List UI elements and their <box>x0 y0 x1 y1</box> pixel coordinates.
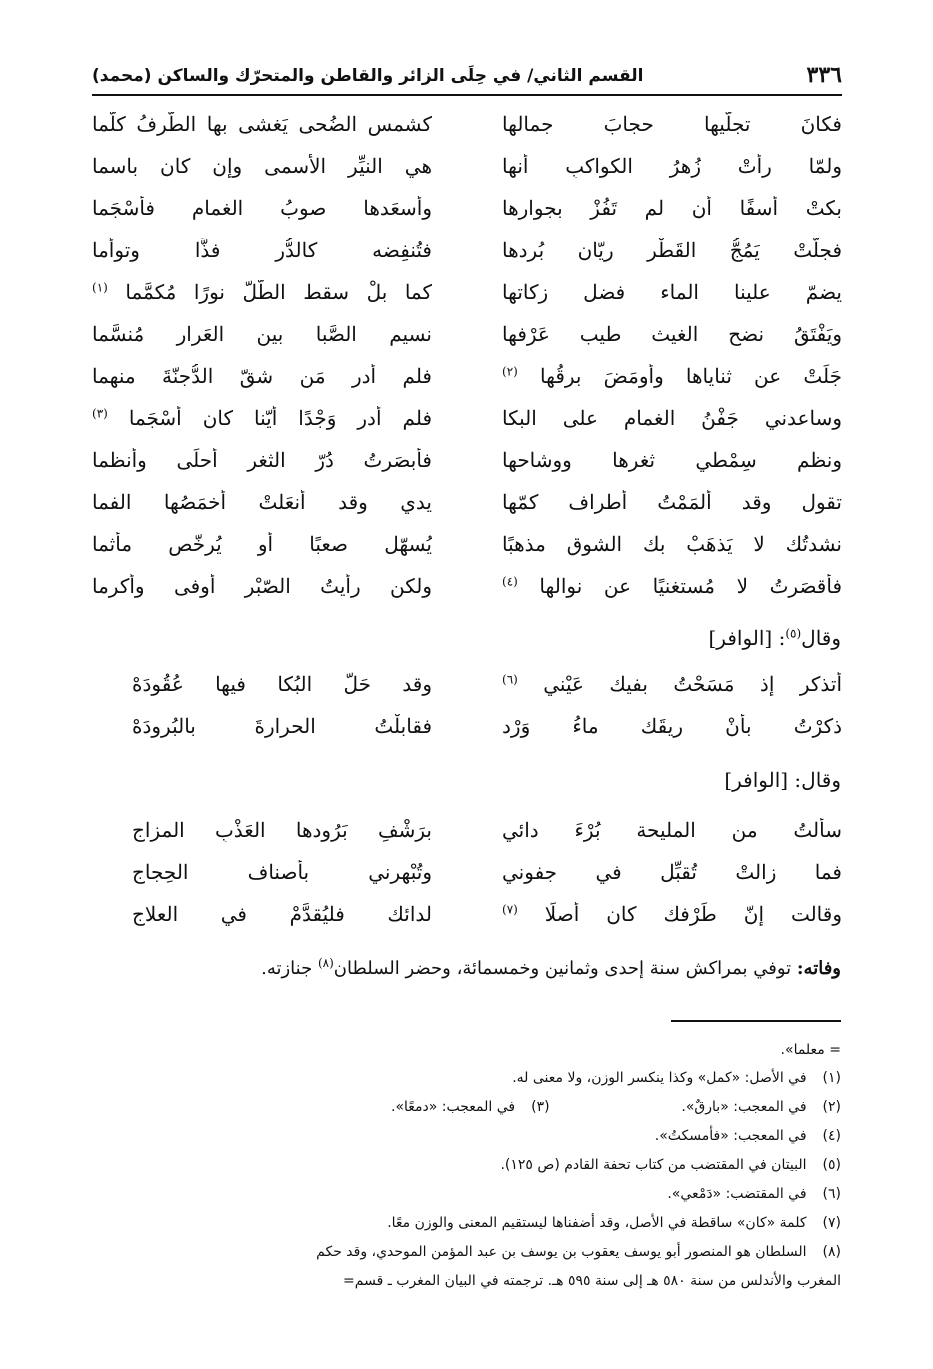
footnote-text: كلمة «كان» ساقطة في الأصل، وقد أضفناها ليستقيم المعنى والوزن معًا. <box>387 1215 807 1231</box>
footnote-ref[interactable]: (٣) <box>92 406 108 421</box>
second-hemistich: وأسعَدها صوبُ الغمام فأسْجَما <box>92 196 432 220</box>
hemistich-text: أتذكر إذ مَسَحْتُ بفيك عَيْني <box>543 672 842 696</box>
footnote-8 <box>91 1244 841 1260</box>
footnote-text: البيتان في المقتضب من كتاب تحفة القادم (ص ١٢٥). <box>500 1157 807 1173</box>
verse-row <box>92 714 842 754</box>
footnote-ref[interactable]: (٥) <box>785 626 802 641</box>
poem-intro <box>724 768 841 792</box>
page-header <box>92 58 842 96</box>
first-hemistich: ولمّا رأتْ زُهرُ الكواكبِ أنها <box>502 154 842 178</box>
first-hemistich <box>502 672 842 696</box>
death-paragraph <box>91 956 841 979</box>
second-hemistich: فأبصَرتُ دُرّ الثغر أحلَى وأنظما <box>92 448 432 472</box>
first-hemistich: فجلّتْ يَمُجُّ القَطْر ريّان بُردها <box>502 238 842 262</box>
verse-row <box>92 574 842 614</box>
footnote-text: في المعجب: «بارقٌ». <box>681 1099 807 1115</box>
second-hemistich: فلم أدرِ مَن شقّ الدُّجنّةَ منهما <box>92 364 432 388</box>
second-hemistich: برَشْفِ بَرُودها العَذْبِ المزاجِ <box>132 818 432 842</box>
footnote-2-3 <box>91 1099 841 1115</box>
verse-row <box>92 322 842 362</box>
verse-row <box>92 154 842 194</box>
first-hemistich: فما زالتْ تُقبِّل في جفوني <box>502 860 842 884</box>
first-hemistich: سألتُ من المليحة بُرْءَ دائي <box>502 818 842 842</box>
second-hemistich: كشمس الضُحى يَغشى بها الطّرفُ كلّما <box>92 112 432 136</box>
footnote-ref[interactable]: (٨) <box>317 956 334 970</box>
second-hemistich: هي النيِّر الأسمى وإن كان باسما <box>92 154 432 178</box>
verse-row <box>92 406 842 446</box>
first-hemistich <box>502 902 842 926</box>
footnote-ref[interactable]: (١) <box>92 280 108 295</box>
second-hemistich: فقابلْتُ الحرارةَ بالبُرودَهْ <box>132 714 432 738</box>
footnote-5 <box>91 1157 841 1173</box>
verse-row <box>92 672 842 712</box>
first-hemistich: ويَفْتَقُ نضح الغيث طيب عَرْفها <box>502 322 842 346</box>
verse-row <box>92 818 842 858</box>
footnote-text: السلطان هو المنصور أبو يوسف يعقوب بن يوسف بن عبد المؤمن الموحدي، وقد حكم <box>316 1244 807 1260</box>
meter-label: : [الوافر] <box>724 768 802 792</box>
footnote-number: (٣) <box>531 1099 550 1115</box>
footnote-text: في الأصل: «كمل» وكذا ينكسر الوزن، ولا معنى له. <box>512 1070 807 1086</box>
first-hemistich: بكتْ أسفًا أن لم تَفُزْ بجوارها <box>502 196 842 220</box>
footnote-number: (٥) <box>822 1157 841 1173</box>
footnote-ref[interactable]: (٢) <box>502 364 518 379</box>
meter-label: : [الوافر] <box>708 626 786 650</box>
verse-row <box>92 364 842 404</box>
footnote-number: (٢) <box>822 1099 841 1115</box>
footnote-8-continuation: المغرب والأندلس من سنة ٥٨٠ هـ إلى سنة ٥٩٥ هـ. ترجمته في البيان المغرب ـ قسم= <box>343 1273 841 1289</box>
first-hemistich <box>502 574 842 598</box>
verse-row <box>92 902 842 942</box>
verse-row <box>92 448 842 488</box>
running-title: القسم الثاني/ في حِلَى الزائر والقاطن والمتحرّك والساكن (محمد) <box>92 66 644 86</box>
second-hemistich: وقد حَلّ البُكا فيها عُقُودَهْ <box>132 672 432 696</box>
verse-row <box>92 196 842 236</box>
first-hemistich: يضمّ علينا الماء فضل زكاتها <box>502 280 842 304</box>
second-hemistich <box>92 280 432 304</box>
footnote-number: (٨) <box>822 1244 841 1260</box>
second-hemistich: يدي وقد أنعَلتْ أخمَصُها الفما <box>92 490 432 514</box>
hemistich-text: فأقصَرتُ لا مُستغنيًا عن نوالها <box>539 574 842 598</box>
intro-text: وقال <box>801 768 841 792</box>
death-text: توفي بمراكش سنة إحدى وثمانين وخمسمائة، وحضر السلطان <box>333 958 792 979</box>
verse-row <box>92 112 842 152</box>
first-hemistich: تقول وقد ألمَمْتُ أطراف كمّها <box>502 490 842 514</box>
footnote-1 <box>91 1070 841 1086</box>
footnote-number: (٤) <box>822 1128 841 1144</box>
verse-row <box>92 860 842 900</box>
hemistich-text: جَلَتْ عن ثناياها وأومَضَ برقُها <box>540 364 842 388</box>
footnote-text: في المعجب: «دمعًا». <box>391 1099 516 1115</box>
footnote-6 <box>91 1186 841 1202</box>
footnote-text: في المعجب: «فأمسكتُ». <box>654 1128 807 1144</box>
second-hemistich: ولكن رأيتُ الصّبْر أوفى وأكرما <box>92 574 432 598</box>
second-hemistich: فتُنفِضه كالدُّر فذًّا وتوأما <box>92 238 432 262</box>
footnote-number: (٦) <box>822 1186 841 1202</box>
second-hemistich <box>92 406 432 430</box>
second-hemistich: نسيم الصَّبا بين العَرار مُنسَّما <box>92 322 432 346</box>
footnote-continuation: = معلما». <box>780 1042 841 1058</box>
footnote-number: (١) <box>822 1070 841 1086</box>
first-hemistich: نشدتُك لا يَذهَبْ بك الشوق مذهبًا <box>502 532 842 556</box>
hemistich-text: وقالت إنّ طَرْفك كان أصلًا <box>544 902 842 926</box>
footnote-ref[interactable]: (٤) <box>502 574 518 589</box>
verse-row <box>92 280 842 320</box>
footnote-7 <box>91 1215 841 1231</box>
footnote-3 <box>391 1099 550 1115</box>
first-hemistich: ونظم سِمْطي ثغرها ووشاحها <box>502 448 842 472</box>
footnote-4 <box>91 1128 841 1144</box>
intro-text: وقال <box>801 626 841 650</box>
verse-row <box>92 532 842 572</box>
hemistich-text: فلم أدرِ وَجْدًا أيّنا كان أسْجَما <box>128 406 432 430</box>
verse-row <box>92 238 842 278</box>
second-hemistich: وتُبْهِرني بأصناف الحِجاجِ <box>132 860 432 884</box>
second-hemistich: يُسهّل صعبًا أو يُرخّص مأثما <box>92 532 432 556</box>
footnote-ref[interactable]: (٦) <box>502 672 518 687</box>
poem-intro <box>708 626 841 650</box>
first-hemistich: وساعدني جَفْنُ الغمام على البكا <box>502 406 842 430</box>
footnote-divider <box>671 1020 841 1022</box>
hemistich-text: كما بلْ سقط الطّلّ نورًا مُكمَّما <box>125 280 432 304</box>
footnote-ref[interactable]: (٧) <box>502 902 518 917</box>
first-hemistich: ذكرْتُ بأنْ ريقَك ماءُ وَرْد <box>502 714 842 738</box>
death-label: وفاته: <box>796 958 841 979</box>
verse-row <box>92 490 842 530</box>
first-hemistich <box>502 364 842 388</box>
second-hemistich: لدائك فليُقدَّمْ في العلاجِ <box>132 902 432 926</box>
death-text-end: جنازته. <box>261 958 313 979</box>
footnote-text: في المقتضب: «دَمْعي». <box>667 1186 807 1202</box>
page-number: ٣٣٦ <box>806 62 842 88</box>
footnote-number: (٧) <box>822 1215 841 1231</box>
first-hemistich: فكانَ تجلّيها حجابَ جمالها <box>502 112 842 136</box>
